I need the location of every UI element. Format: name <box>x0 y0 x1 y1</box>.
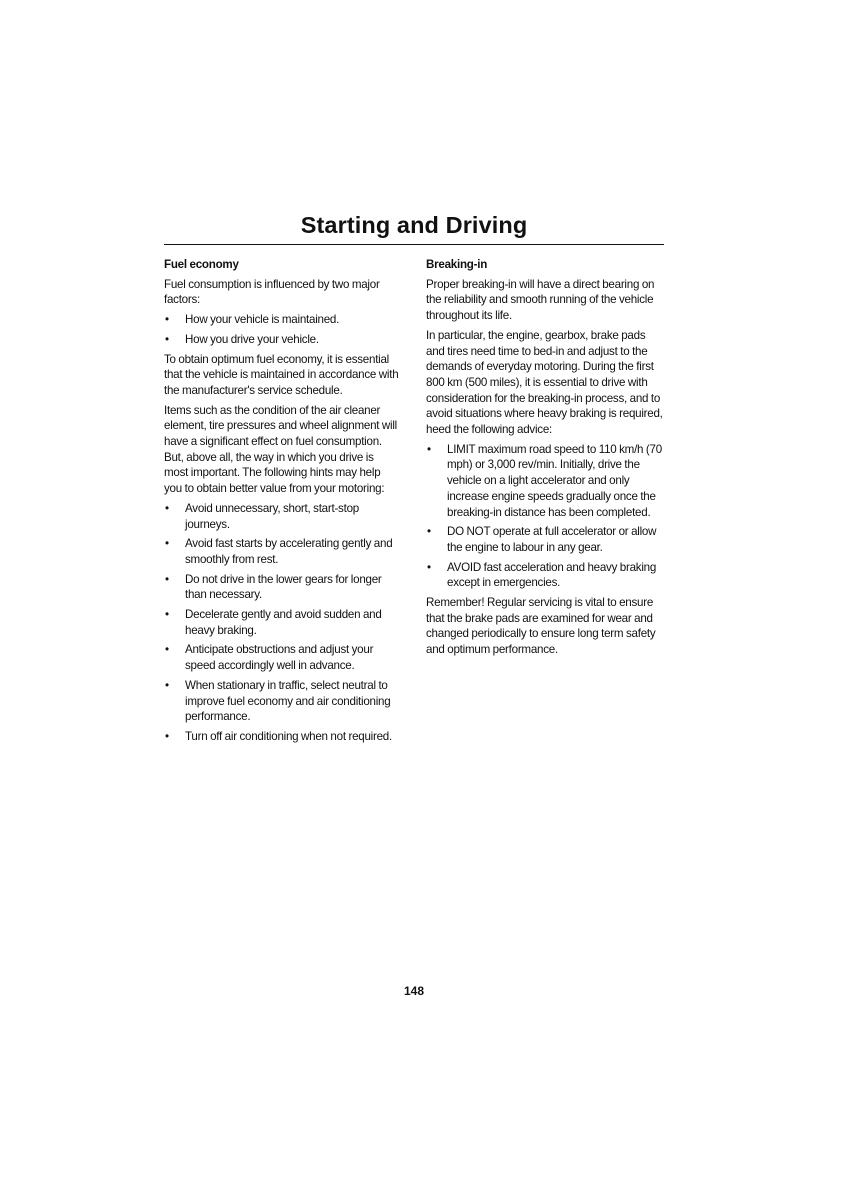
list-item-text: LIMIT maximum road speed to 110 km/h (70 mph) or 3,000 rev/min. Initially, drive the vehicle on a light accelerator and only increase engine speeds gradually once the breaking-in distance has been completed. <box>447 442 662 519</box>
list-item-text: Do not drive in the lower gears for longer than necessary. <box>185 572 382 602</box>
list-item-text: How you drive your vehicle. <box>185 332 319 346</box>
list-item-text: How your vehicle is maintained. <box>185 313 340 327</box>
fuel-economy-section <box>164 257 400 749</box>
bullet-icon: • <box>427 525 431 539</box>
list-item <box>164 312 400 328</box>
hints-list <box>164 501 400 745</box>
list-item <box>164 332 400 348</box>
title-rule <box>164 244 664 245</box>
page-title: Starting and Driving <box>300 212 528 238</box>
breaking-in-section <box>426 257 664 662</box>
bullet-icon: • <box>165 608 169 622</box>
list-item <box>426 560 664 591</box>
list-item-text: Avoid unnecessary, short, start-stop journeys. <box>185 501 359 531</box>
list-item <box>164 642 400 673</box>
bullet-icon: • <box>427 560 431 574</box>
fuel-economy-paragraph: To obtain optimum fuel economy, it is essential that the vehicle is maintained in accordance with the manufacturer's service schedule. <box>164 352 399 397</box>
factors-list <box>164 312 400 347</box>
list-item <box>426 442 664 521</box>
fuel-economy-intro: Fuel consumption is influenced by two major factors: <box>164 277 380 307</box>
list-item <box>164 678 400 725</box>
breaking-in-paragraph: In particular, the engine, gearbox, brake pads and tires need time to bed-in and adjust to the demands of everyday motoring. During the first 800 km (500 miles), it is essential to drive with consideration for the breaking-in process, and to avoid situations where heavy braking is required, heed the following advice: <box>426 328 663 437</box>
list-item-text: DO NOT operate at full accelerator or allow the engine to labour in any gear. <box>447 525 657 554</box>
bullet-icon: • <box>165 501 169 515</box>
list-item-text: AVOID fast acceleration and heavy braking except in emergencies. <box>447 560 657 590</box>
breaking-in-heading: Breaking-in <box>426 258 488 271</box>
bullet-icon: • <box>165 537 169 551</box>
list-item-text: Avoid fast starts by accelerating gently and smoothly from rest. <box>185 537 393 566</box>
bullet-icon: • <box>165 332 169 346</box>
list-item <box>164 501 400 532</box>
list-item <box>164 729 400 745</box>
list-item-text: When stationary in traffic, select neutral to improve fuel economy and air conditioning performance. <box>185 678 391 724</box>
bullet-icon: • <box>427 442 431 456</box>
bullet-icon: • <box>165 643 169 657</box>
list-item-text: Anticipate obstructions and adjust your speed accordingly well in advance. <box>185 643 374 673</box>
fuel-economy-paragraph: Items such as the condition of the air cleaner element, tire pressures and wheel alignment will have a significant effect on fuel consumption. But, above all, the way in which you drive is most important. The following hints may help you to obtain better value from your motoring: <box>164 403 398 496</box>
bullet-icon: • <box>165 313 169 327</box>
list-item-text: Turn off air conditioning when not required. <box>185 729 392 743</box>
list-item <box>164 572 400 603</box>
bullet-icon: • <box>165 729 169 743</box>
advice-list <box>426 442 664 591</box>
list-item <box>164 536 400 567</box>
bullet-icon: • <box>165 678 169 692</box>
breaking-in-reminder: Remember! Regular servicing is vital to ensure that the brake pads are examined for wear and changed periodically to ensure long term safety and optimum performance. <box>426 596 656 657</box>
bullet-icon: • <box>165 572 169 586</box>
fuel-economy-heading: Fuel economy <box>164 258 239 271</box>
breaking-in-paragraph: Proper breaking-in will have a direct bearing on the reliability and smooth running of the vehicle throughout its life. <box>426 277 655 323</box>
list-item <box>164 607 400 638</box>
list-item-text: Decelerate gently and avoid sudden and heavy braking. <box>185 608 382 637</box>
page-number: 148 <box>403 984 425 998</box>
list-item <box>426 524 664 555</box>
